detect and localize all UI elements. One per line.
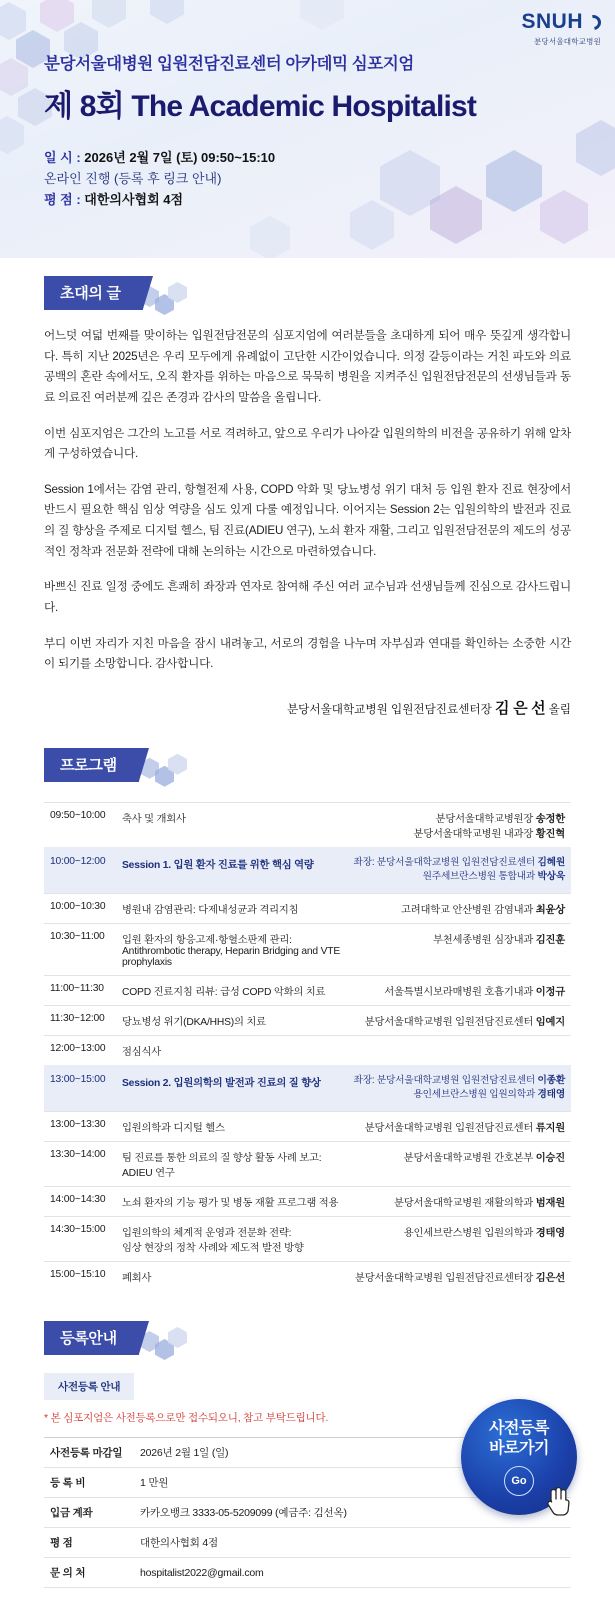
preregistration-link[interactable] bbox=[461, 1399, 577, 1515]
program-time: 11:30~12:00 bbox=[44, 1005, 120, 1035]
program-time: 13:00~15:00 bbox=[44, 1065, 120, 1112]
registration-body bbox=[44, 1373, 571, 1588]
registration-value: 2026년 2월 1일 (일) bbox=[140, 1438, 571, 1468]
program-speaker: 부천세종병원 심장내과 김진훈 bbox=[352, 923, 571, 975]
greeting-paragraph: 부디 이번 자리가 지친 마음을 잠시 내려놓고, 서로의 경험을 나누며 자부심과 연대를 확인하는 소중한 시간이 되기를 소망합니다. 감사합니다. bbox=[44, 636, 571, 671]
program-time: 10:30~11:00 bbox=[44, 923, 120, 975]
program-row bbox=[44, 923, 571, 975]
event-info bbox=[44, 147, 476, 210]
program-title: Session 1. 입원 환자 진료를 위한 핵심 역량 bbox=[120, 847, 352, 894]
registration-heading-label: 등록안내 bbox=[44, 1321, 139, 1355]
event-credit-label: 평 점 : bbox=[44, 192, 81, 208]
program-speaker: 분당서울대학교병원 간호본부 이승진 bbox=[352, 1142, 571, 1187]
greeting-heading-label: 초대의 글 bbox=[44, 276, 143, 310]
program-table bbox=[44, 802, 571, 1291]
brand-swirl-icon bbox=[583, 12, 604, 33]
registration-label: 사전등록 마감일 bbox=[44, 1438, 140, 1468]
program-table-wrap bbox=[44, 802, 571, 1291]
greeting-section-heading bbox=[44, 276, 615, 312]
program-speaker: 좌장: 분당서울대학교병원 입원전담진료센터 이종환 용인세브란스병원 입원의학과 경태영 bbox=[352, 1065, 571, 1112]
program-title: 점심식사 bbox=[120, 1035, 352, 1065]
program-title: 노쇠 환자의 기능 평가 및 병동 재활 프로그램 적용 bbox=[120, 1187, 352, 1217]
registration-label: 문 의 처 bbox=[44, 1558, 140, 1588]
registration-value: hospitalist2022@gmail.com bbox=[140, 1558, 571, 1588]
registration-section-heading bbox=[44, 1321, 615, 1357]
greeting-paragraph: 어느덧 여덟 번째를 맞이하는 입원전담전문의 심포지엄에 여러분들을 초대하게 되어 매우 뜻깊게 생각합니다. 특히 지난 2025년은 우리 모두에게 유례없이 고단한 시간이었습니다. 의정 갈등이라는 거친 파도와 의료 공백의 혼란 속에서도, 오직 환자를 위하는 마음으로 묵묵히 병원을 지켜주신 입원전담전문의 선생님들과 동료 의료진 여러분께 깊은 존경과 감사의 말씀을 올립니다. bbox=[44, 329, 571, 404]
program-speaker: 서울특별시보라매병원 호흡기내과 이정규 bbox=[352, 975, 571, 1005]
program-speaker: 좌장: 분당서울대학교병원 입원전담진료센터 김혜원 원주세브란스병원 통합내과 박상욱 bbox=[352, 847, 571, 894]
program-speaker: 분당서울대학교병원장 송정한 분당서울대학교병원 내과장 황진혁 bbox=[352, 802, 571, 847]
signature-name: 김 은 선 bbox=[495, 699, 546, 717]
program-speaker: 용인세브란스병원 입원의학과 경태영 bbox=[352, 1217, 571, 1262]
hand-cursor-icon bbox=[545, 1487, 571, 1517]
program-title: 입원 환자의 항응고제·항혈소판제 관리: Antithrombotic therapy, Heparin Bridging and VTE prophylaxis bbox=[120, 923, 352, 975]
event-credit-value: 대한의사협회 4점 bbox=[84, 192, 184, 208]
header-text-block bbox=[44, 50, 476, 210]
program-time: 09:50~10:00 bbox=[44, 802, 120, 847]
program-heading-label: 프로그램 bbox=[44, 748, 139, 782]
snuh-logo bbox=[521, 10, 601, 47]
registration-label: 평 점 bbox=[44, 1528, 140, 1558]
registration-row bbox=[44, 1528, 571, 1558]
program-row bbox=[44, 1217, 571, 1262]
event-format-value: 온라인 진행 (등록 후 링크 안내) bbox=[44, 171, 222, 187]
program-row bbox=[44, 1142, 571, 1187]
program-session-row bbox=[44, 1065, 571, 1112]
program-speaker: 분당서울대학교병원 입원전담진료센터 류지원 bbox=[352, 1112, 571, 1142]
program-time: 11:00~11:30 bbox=[44, 975, 120, 1005]
signature-suffix: 올림 bbox=[548, 702, 571, 716]
program-title: 팀 진료를 통한 의료의 질 향상 활동 사례 보고: ADIEU 연구 bbox=[120, 1142, 352, 1187]
program-time: 13:30~14:00 bbox=[44, 1142, 120, 1187]
registration-row bbox=[44, 1558, 571, 1588]
program-speaker bbox=[352, 1035, 571, 1065]
registration-label: 등 록 비 bbox=[44, 1468, 140, 1498]
program-time: 15:00~15:10 bbox=[44, 1262, 120, 1292]
program-session-row bbox=[44, 847, 571, 894]
program-title: 폐회사 bbox=[120, 1262, 352, 1292]
greeting-paragraph: 이번 심포지엄은 그간의 노고를 서로 격려하고, 앞으로 우리가 나아갈 입원의학의 비전을 공유하기 위해 알차게 구성하였습니다. bbox=[44, 426, 571, 461]
program-time: 14:30~15:00 bbox=[44, 1217, 120, 1262]
greeting-body bbox=[0, 312, 615, 675]
program-row bbox=[44, 1262, 571, 1292]
event-date-row bbox=[44, 147, 476, 168]
program-time: 10:00~10:30 bbox=[44, 893, 120, 923]
registration-value: 카카오뱅크 3333-05-5209099 (예금주: 김선옥) bbox=[140, 1498, 571, 1528]
program-speaker: 분당서울대학교병원 입원전담진료센터장 김은선 bbox=[352, 1262, 571, 1292]
program-title: 입원의학과 디지털 헬스 bbox=[120, 1112, 352, 1142]
event-credit-row bbox=[44, 189, 476, 210]
program-title: COPD 진료지침 리뷰: 급성 COPD 악화의 치료 bbox=[120, 975, 352, 1005]
greeting-paragraph: 바쁘신 진료 일정 중에도 흔쾌히 좌장과 연자로 참여해 주신 여러 교수님과 선생님들께 진심으로 감사드립니다. bbox=[44, 580, 571, 614]
program-time: 12:00~13:00 bbox=[44, 1035, 120, 1065]
brand-name: SNUH bbox=[521, 10, 583, 33]
preregistration-line1: 사전등록 bbox=[489, 1419, 549, 1437]
program-row bbox=[44, 975, 571, 1005]
program-row bbox=[44, 893, 571, 923]
registration-value: 1 만원 bbox=[140, 1468, 571, 1498]
registration-label: 입금 계좌 bbox=[44, 1498, 140, 1528]
program-time: 14:00~14:30 bbox=[44, 1187, 120, 1217]
program-title: 축사 및 개회사 bbox=[120, 802, 352, 847]
symposium-title: 제 8회 The Academic Hospitalist bbox=[44, 90, 477, 123]
symposium-subtitle: 분당서울대병원 입원전담진료센터 아카데믹 심포지엄 bbox=[44, 55, 414, 73]
poster-header bbox=[0, 0, 615, 258]
greeting-paragraph: Session 1에서는 감염 관리, 항혈전제 사용, COPD 악화 및 당뇨병성 위기 대처 등 입원 환자 진료 현장에서 반드시 필요한 핵심 임상 역량을 심도 있게 다룰 예정입니다. 이어지는 Session 2는 입원의학의 발전과 진료의 질 향상을 주제로 디지털 헬스, 팀 진료(ADIEU 연구), 노쇠 환자 재활, 그리고 입원전담전문의 제도의 성공적인 정착과 전문화 전략에 대해 논의하는 시간으로 마련하였습니다. bbox=[44, 482, 571, 558]
signature-org: 분당서울대학교병원 입원전담진료센터장 bbox=[286, 702, 492, 716]
brand-subtitle: 분당서울대학교병원 bbox=[533, 37, 601, 46]
program-time: 10:00~12:00 bbox=[44, 847, 120, 894]
program-speaker: 분당서울대학교병원 입원전담진료센터 임예지 bbox=[352, 1005, 571, 1035]
registration-note: * 본 심포지엄은 사전등록으로만 접수되오니, 참고 부탁드립니다. bbox=[44, 1412, 329, 1424]
preregistration-line2: 바로가기 bbox=[489, 1439, 549, 1457]
event-format-row bbox=[44, 168, 476, 189]
program-title: 입원의학의 체계적 운영과 전문화 전략: 임상 현장의 정착 사례와 제도적 발전 방향 bbox=[120, 1217, 352, 1262]
program-speaker: 분당서울대학교병원 재활의학과 범재원 bbox=[352, 1187, 571, 1217]
program-row bbox=[44, 1035, 571, 1065]
program-row bbox=[44, 802, 571, 847]
event-date-value: 2026년 2월 7일 (토) 09:50~15:10 bbox=[84, 150, 276, 165]
registration-value: 대한의사협회 4점 bbox=[140, 1528, 571, 1558]
program-time: 13:00~13:30 bbox=[44, 1112, 120, 1142]
program-speaker: 고려대학교 안산병원 감염내과 최윤상 bbox=[352, 893, 571, 923]
program-title: 병원내 감염관리: 다제내성균과 격리지침 bbox=[120, 893, 352, 923]
program-row bbox=[44, 1005, 571, 1035]
go-button[interactable]: Go bbox=[504, 1466, 534, 1496]
program-row bbox=[44, 1112, 571, 1142]
program-section-heading bbox=[44, 748, 615, 784]
greeting-signature bbox=[0, 697, 571, 718]
program-title: 당뇨병성 위기(DKA/HHS)의 치료 bbox=[120, 1005, 352, 1035]
event-date-label: 일 시 : bbox=[44, 150, 81, 165]
program-title: Session 2. 입원의학의 발전과 진료의 질 향상 bbox=[120, 1065, 352, 1112]
program-row bbox=[44, 1187, 571, 1217]
registration-badge: 사전등록 안내 bbox=[44, 1373, 134, 1400]
